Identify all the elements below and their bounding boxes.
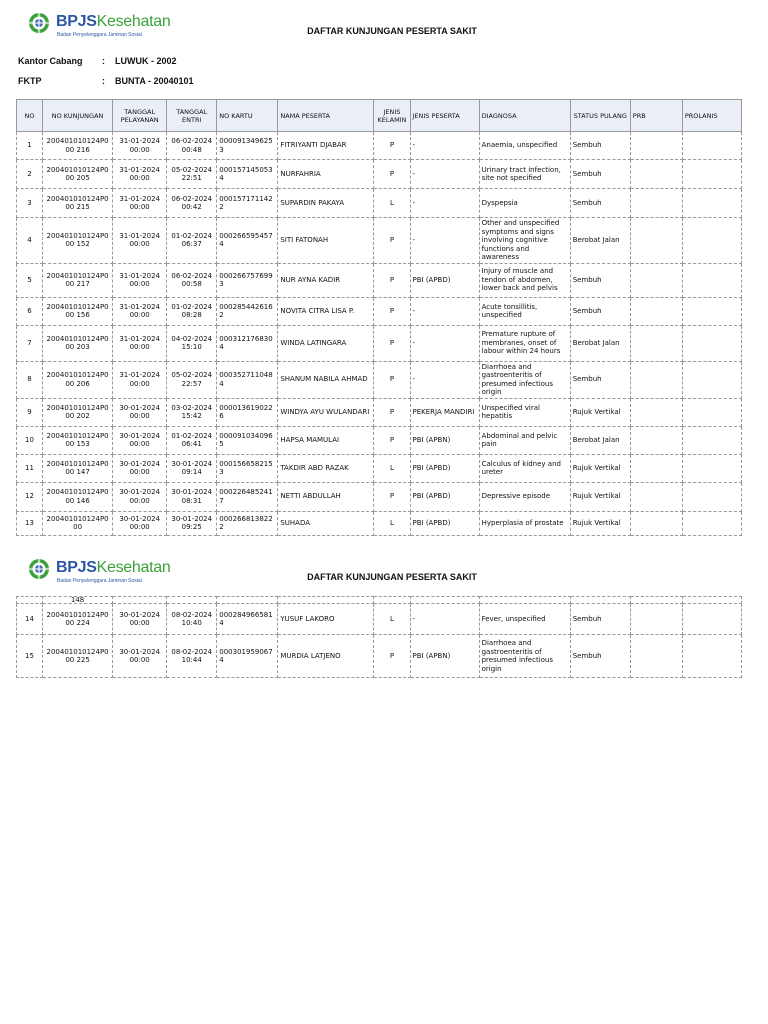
cell-diagnosa: Acute tonsillitis, unspecified xyxy=(479,297,570,325)
cell-tanggal-entri: 30-01-2024 09:25 xyxy=(167,511,217,535)
table-row xyxy=(17,398,742,426)
cell-diagnosa: Fever, unspecified xyxy=(479,604,570,635)
cell-jenis-peserta: - xyxy=(410,604,479,635)
cell-jenis-kelamin: P xyxy=(374,297,410,325)
table-row xyxy=(17,263,742,297)
cell-carry-over: 148 xyxy=(43,597,113,604)
cell-jenis-kelamin: P xyxy=(374,263,410,297)
cell-no-kartu: 000013619022 6 xyxy=(217,398,278,426)
cell-tanggal-entri: 05-02-2024 22:57 xyxy=(167,361,217,398)
cell-jenis-kelamin: P xyxy=(374,218,410,264)
cell-prolanis xyxy=(682,604,741,635)
cell-jenis-kelamin: P xyxy=(374,325,410,361)
cell-jenis-kelamin: P xyxy=(374,361,410,398)
cell-no: 5 xyxy=(17,263,43,297)
cell-tanggal-entri: 06-02-2024 00:42 xyxy=(167,189,217,218)
visit-table xyxy=(16,99,742,536)
cell-no: 3 xyxy=(17,189,43,218)
cell-status-pulang: Berobat Jalan xyxy=(570,325,630,361)
cell-prolanis xyxy=(682,426,741,454)
cell-nama-peserta: MURDIA LATJENO xyxy=(278,635,374,678)
cell-prb xyxy=(630,218,682,264)
cell-diagnosa: Dyspepsia xyxy=(479,189,570,218)
cell-no-kartu: 000301959067 4 xyxy=(217,635,278,678)
cell-prb xyxy=(630,454,682,482)
cell-prb xyxy=(630,635,682,678)
cell-tanggal-pelayanan: 31-01-2024 00:00 xyxy=(113,325,167,361)
cell-no-kunjungan: 200401010124P0 00 224 xyxy=(43,604,113,635)
col-header: DIAGNOSA xyxy=(479,100,570,132)
cell-tanggal-entri: 01-02-2024 06:37 xyxy=(167,218,217,264)
cell-tanggal-entri: 30-01-2024 08:31 xyxy=(167,482,217,511)
fktp-value: BUNTA - 20040101 xyxy=(115,76,194,86)
col-header: JENIS KELAMIN xyxy=(374,100,410,132)
cell-jenis-kelamin: L xyxy=(374,604,410,635)
cell-prb xyxy=(630,189,682,218)
brand-subtitle: Badan Penyelenggara Jaminan Sosial xyxy=(57,578,142,584)
cell-prolanis xyxy=(682,263,741,297)
cell-prb xyxy=(630,132,682,160)
cell-nama-peserta: NETTI ABDULLAH xyxy=(278,482,374,511)
cell-prb xyxy=(630,297,682,325)
cell-jenis-peserta: PEKERJA MANDIRI xyxy=(410,398,479,426)
col-header: NO KUNJUNGAN xyxy=(43,100,113,132)
cell-no-kunjungan: 200401010124P0 00 215 xyxy=(43,189,113,218)
brand-subtitle: Badan Penyelenggara Jaminan Sosial xyxy=(57,32,142,38)
cell-jenis-peserta: PBI (APBD) xyxy=(410,482,479,511)
cell-no-kartu: 000266757699 3 xyxy=(217,263,278,297)
cell-no-kartu: 000226485241 7 xyxy=(217,482,278,511)
table-row xyxy=(17,160,742,189)
cell-no-kunjungan: 200401010124P0 00 203 xyxy=(43,325,113,361)
cell-jenis-peserta: PBI (APBD) xyxy=(410,511,479,535)
colon: : xyxy=(102,76,105,86)
cell-no: 13 xyxy=(17,511,43,535)
cell-tanggal-entri: 06-02-2024 00:48 xyxy=(167,132,217,160)
cell-nama-peserta: WINDA LATINGARA xyxy=(278,325,374,361)
cell-prb xyxy=(630,398,682,426)
cell-diagnosa: Premature rupture of membranes, onset of labour within 24 hours xyxy=(479,325,570,361)
cell-prolanis xyxy=(682,511,741,535)
col-header: NO xyxy=(17,100,43,132)
cell-no: 12 xyxy=(17,482,43,511)
cell-jenis-peserta: - xyxy=(410,160,479,189)
cell-status-pulang: Sembuh xyxy=(570,361,630,398)
cell-nama-peserta: TAKDIR ABD RAZAK xyxy=(278,454,374,482)
cell-no: 9 xyxy=(17,398,43,426)
cell-no-kunjungan: 200401010124P0 00 156 xyxy=(43,297,113,325)
cell-nama-peserta: SITI FATONAH xyxy=(278,218,374,264)
cell-tanggal-pelayanan: 31-01-2024 00:00 xyxy=(113,361,167,398)
page-title: DAFTAR KUNJUNGAN PESERTA SAKIT xyxy=(307,26,477,36)
cell-tanggal-entri: 04-02-2024 15:10 xyxy=(167,325,217,361)
cell-prolanis xyxy=(682,297,741,325)
cell-diagnosa: Depressive episode xyxy=(479,482,570,511)
cell-no-kunjungan: 200401010124P0 00 153 xyxy=(43,426,113,454)
table-header xyxy=(17,100,742,132)
cell-jenis-peserta: - xyxy=(410,361,479,398)
cell-no-kunjungan: 200401010124P0 00 205 xyxy=(43,160,113,189)
page-header xyxy=(0,12,768,56)
cell-jenis-kelamin: L xyxy=(374,189,410,218)
cell-jenis-kelamin: P xyxy=(374,132,410,160)
cell-no-kunjungan: 200401010124P0 00 xyxy=(43,511,113,535)
cell-prolanis xyxy=(682,635,741,678)
cell-prolanis xyxy=(682,160,741,189)
cell-tanggal-entri: 06-02-2024 00:58 xyxy=(167,263,217,297)
cell-prb xyxy=(630,511,682,535)
cell-prolanis xyxy=(682,325,741,361)
cell-tanggal-pelayanan: 30-01-2024 00:00 xyxy=(113,482,167,511)
brand-name: BPJSKesehatan xyxy=(56,559,171,576)
cell-no-kartu: 000091349625 3 xyxy=(217,132,278,160)
table-row xyxy=(17,361,742,398)
cell-jenis-kelamin: P xyxy=(374,482,410,511)
visit-table-continued xyxy=(16,596,742,678)
cell-jenis-kelamin: P xyxy=(374,160,410,189)
cell-no: 1 xyxy=(17,132,43,160)
cell-prb xyxy=(630,482,682,511)
cell-jenis-peserta: - xyxy=(410,325,479,361)
cell-tanggal-pelayanan: 30-01-2024 00:00 xyxy=(113,635,167,678)
table-row xyxy=(17,454,742,482)
cell-tanggal-pelayanan: 31-01-2024 00:00 xyxy=(113,218,167,264)
table-row xyxy=(17,482,742,511)
cell-status-pulang: Rujuk Vertikal xyxy=(570,398,630,426)
cell-no-kunjungan: 200401010124P0 00 146 xyxy=(43,482,113,511)
cell-status-pulang: Sembuh xyxy=(570,297,630,325)
cell-no: 11 xyxy=(17,454,43,482)
cell-tanggal-entri: 03-02-2024 15:42 xyxy=(167,398,217,426)
cell-tanggal-pelayanan: 30-01-2024 00:00 xyxy=(113,604,167,635)
table-row xyxy=(17,635,742,678)
cell-prb xyxy=(630,160,682,189)
cell-status-pulang: Sembuh xyxy=(570,635,630,678)
cell-no: 2 xyxy=(17,160,43,189)
cell-no-kartu: 000352711048 4 xyxy=(217,361,278,398)
cell-jenis-peserta: PBI (APBD) xyxy=(410,454,479,482)
cell-diagnosa: Other and unspecified symptoms and signs involving cognitive functions and awareness xyxy=(479,218,570,264)
col-header: NO KARTU xyxy=(217,100,278,132)
cell-no-kartu: 000157171142 2 xyxy=(217,189,278,218)
cell-diagnosa: Urinary tract infection, site not specified xyxy=(479,160,570,189)
page-title: DAFTAR KUNJUNGAN PESERTA SAKIT xyxy=(307,572,477,582)
cell-prolanis xyxy=(682,454,741,482)
table-row xyxy=(17,132,742,160)
table-row xyxy=(17,604,742,635)
cell-tanggal-entri: 08-02-2024 10:44 xyxy=(167,635,217,678)
table-row xyxy=(17,297,742,325)
cell-prolanis xyxy=(682,132,741,160)
cell-status-pulang: Rujuk Vertikal xyxy=(570,454,630,482)
cell-no: 6 xyxy=(17,297,43,325)
cell-diagnosa: Unspecified viral hepatitis xyxy=(479,398,570,426)
cell-no-kartu: 000156658215 3 xyxy=(217,454,278,482)
cell-diagnosa: Abdominal and pelvic pain xyxy=(479,426,570,454)
cell-tanggal-pelayanan: 31-01-2024 00:00 xyxy=(113,160,167,189)
cell-no: 8 xyxy=(17,361,43,398)
cell-status-pulang: Sembuh xyxy=(570,160,630,189)
cell-tanggal-pelayanan: 31-01-2024 00:00 xyxy=(113,297,167,325)
cell-nama-peserta: YUSUF LAKORO xyxy=(278,604,374,635)
cell-tanggal-pelayanan: 30-01-2024 00:00 xyxy=(113,398,167,426)
cell-diagnosa: Injury of muscle and tendon of abdomen, lower back and pelvis xyxy=(479,263,570,297)
cell-tanggal-entri: 05-02-2024 22:51 xyxy=(167,160,217,189)
cell-no: 4 xyxy=(17,218,43,264)
col-header: NAMA PESERTA xyxy=(278,100,374,132)
cell-no-kunjungan: 200401010124P0 00 217 xyxy=(43,263,113,297)
cell-prolanis xyxy=(682,482,741,511)
cell-nama-peserta: SUPARDIN PAKAYA xyxy=(278,189,374,218)
cell-no-kunjungan: 200401010124P0 00 216 xyxy=(43,132,113,160)
cell-status-pulang: Berobat Jalan xyxy=(570,218,630,264)
col-header: TANGGAL ENTRI xyxy=(167,100,217,132)
cell-no-kartu: 000091034096 5 xyxy=(217,426,278,454)
col-header: PRB xyxy=(630,100,682,132)
cell-no: 15 xyxy=(17,635,43,678)
table-row xyxy=(17,325,742,361)
cell-no-kartu: 000266813822 2 xyxy=(217,511,278,535)
cell-tanggal-pelayanan: 30-01-2024 00:00 xyxy=(113,426,167,454)
cell-tanggal-pelayanan: 30-01-2024 00:00 xyxy=(113,454,167,482)
cell-nama-peserta: NUR AYNA KADIR xyxy=(278,263,374,297)
cell-no: 14 xyxy=(17,604,43,635)
cell-no-kunjungan: 200401010124P0 00 152 xyxy=(43,218,113,264)
cell-no-kunjungan: 200401010124P0 00 147 xyxy=(43,454,113,482)
cell-status-pulang: Sembuh xyxy=(570,263,630,297)
cell-prb xyxy=(630,426,682,454)
cell-status-pulang: Rujuk Vertikal xyxy=(570,511,630,535)
cell-no: 10 xyxy=(17,426,43,454)
cell-tanggal-entri: 30-01-2024 09:14 xyxy=(167,454,217,482)
cell-diagnosa: Hyperplasia of prostate xyxy=(479,511,570,535)
cell-diagnosa: Calculus of kidney and ureter xyxy=(479,454,570,482)
cell-prolanis xyxy=(682,189,741,218)
cell-nama-peserta: FITRIYANTI DJABAR xyxy=(278,132,374,160)
table-row-continuation xyxy=(17,597,742,604)
cell-tanggal-entri: 01-02-2024 08:28 xyxy=(167,297,217,325)
cell-nama-peserta: WINDYA AYU WULANDARI xyxy=(278,398,374,426)
cell-status-pulang: Rujuk Vertikal xyxy=(570,482,630,511)
cell-prolanis xyxy=(682,398,741,426)
cell-jenis-kelamin: P xyxy=(374,398,410,426)
cell-status-pulang: Sembuh xyxy=(570,132,630,160)
cell-jenis-kelamin: P xyxy=(374,635,410,678)
cell-nama-peserta: SHANUM NABILA AHMAD xyxy=(278,361,374,398)
cell-tanggal-pelayanan: 31-01-2024 00:00 xyxy=(113,189,167,218)
cell-jenis-peserta: - xyxy=(410,189,479,218)
col-header: TANGGAL PELAYANAN xyxy=(113,100,167,132)
cell-tanggal-pelayanan: 30-01-2024 00:00 xyxy=(113,511,167,535)
cell-no-kunjungan: 200401010124P0 00 206 xyxy=(43,361,113,398)
cell-no-kartu: 000157145053 4 xyxy=(217,160,278,189)
cell-prb xyxy=(630,325,682,361)
col-header: STATUS PULANG xyxy=(570,100,630,132)
cell-no-kartu: 000284966581 4 xyxy=(217,604,278,635)
cell-jenis-peserta: PBI (APBD) xyxy=(410,263,479,297)
cell-prolanis xyxy=(682,361,741,398)
table-row xyxy=(17,218,742,264)
cell-nama-peserta: NOVITA CITRA LISA P. xyxy=(278,297,374,325)
cell-nama-peserta: HAPSA MAMULAI xyxy=(278,426,374,454)
kantor-label: Kantor Cabang xyxy=(18,56,83,66)
cell-tanggal-pelayanan: 31-01-2024 00:00 xyxy=(113,263,167,297)
cell-diagnosa: Diarrhoea and gastroenteritis of presumed infectious origin xyxy=(479,635,570,678)
cell-nama-peserta: NURFAHRIA xyxy=(278,160,374,189)
cell-no: 7 xyxy=(17,325,43,361)
cell-prb xyxy=(630,604,682,635)
col-header: PROLANIS xyxy=(682,100,741,132)
cell-diagnosa: Diarrhoea and gastroenteritis of presumed infectious origin xyxy=(479,361,570,398)
cell-jenis-peserta: - xyxy=(410,218,479,264)
cell-status-pulang: Berobat Jalan xyxy=(570,426,630,454)
cell-jenis-kelamin: L xyxy=(374,511,410,535)
cell-jenis-kelamin: L xyxy=(374,454,410,482)
cell-status-pulang: Sembuh xyxy=(570,189,630,218)
cell-jenis-kelamin: P xyxy=(374,426,410,454)
colon: : xyxy=(102,56,105,66)
cell-jenis-peserta: PBI (APBN) xyxy=(410,426,479,454)
cell-no-kartu: 000285442616 2 xyxy=(217,297,278,325)
cell-jenis-peserta: PBI (APBN) xyxy=(410,635,479,678)
table-row xyxy=(17,426,742,454)
brand-name: BPJSKesehatan xyxy=(56,13,171,30)
cell-no-kunjungan: 200401010124P0 00 202 xyxy=(43,398,113,426)
cell-no-kunjungan: 200401010124P0 00 225 xyxy=(43,635,113,678)
fktp-label: FKTP xyxy=(18,76,42,86)
cell-no-kartu: 000266595457 4 xyxy=(217,218,278,264)
cell-tanggal-pelayanan: 31-01-2024 00:00 xyxy=(113,132,167,160)
table-row xyxy=(17,189,742,218)
cell-prb xyxy=(630,263,682,297)
kantor-value: LUWUK - 2002 xyxy=(115,56,177,66)
cell-tanggal-entri: 08-02-2024 10:40 xyxy=(167,604,217,635)
cell-diagnosa: Anaemia, unspecified xyxy=(479,132,570,160)
cell-jenis-peserta: - xyxy=(410,297,479,325)
table-row xyxy=(17,511,742,535)
cell-prolanis xyxy=(682,218,741,264)
cell-tanggal-entri: 01-02-2024 06:41 xyxy=(167,426,217,454)
cell-prb xyxy=(630,361,682,398)
cell-nama-peserta: SUHADA xyxy=(278,511,374,535)
cell-jenis-peserta: - xyxy=(410,132,479,160)
col-header: JENIS PESERTA xyxy=(410,100,479,132)
cell-no-kartu: 000312176830 4 xyxy=(217,325,278,361)
cell-status-pulang: Sembuh xyxy=(570,604,630,635)
